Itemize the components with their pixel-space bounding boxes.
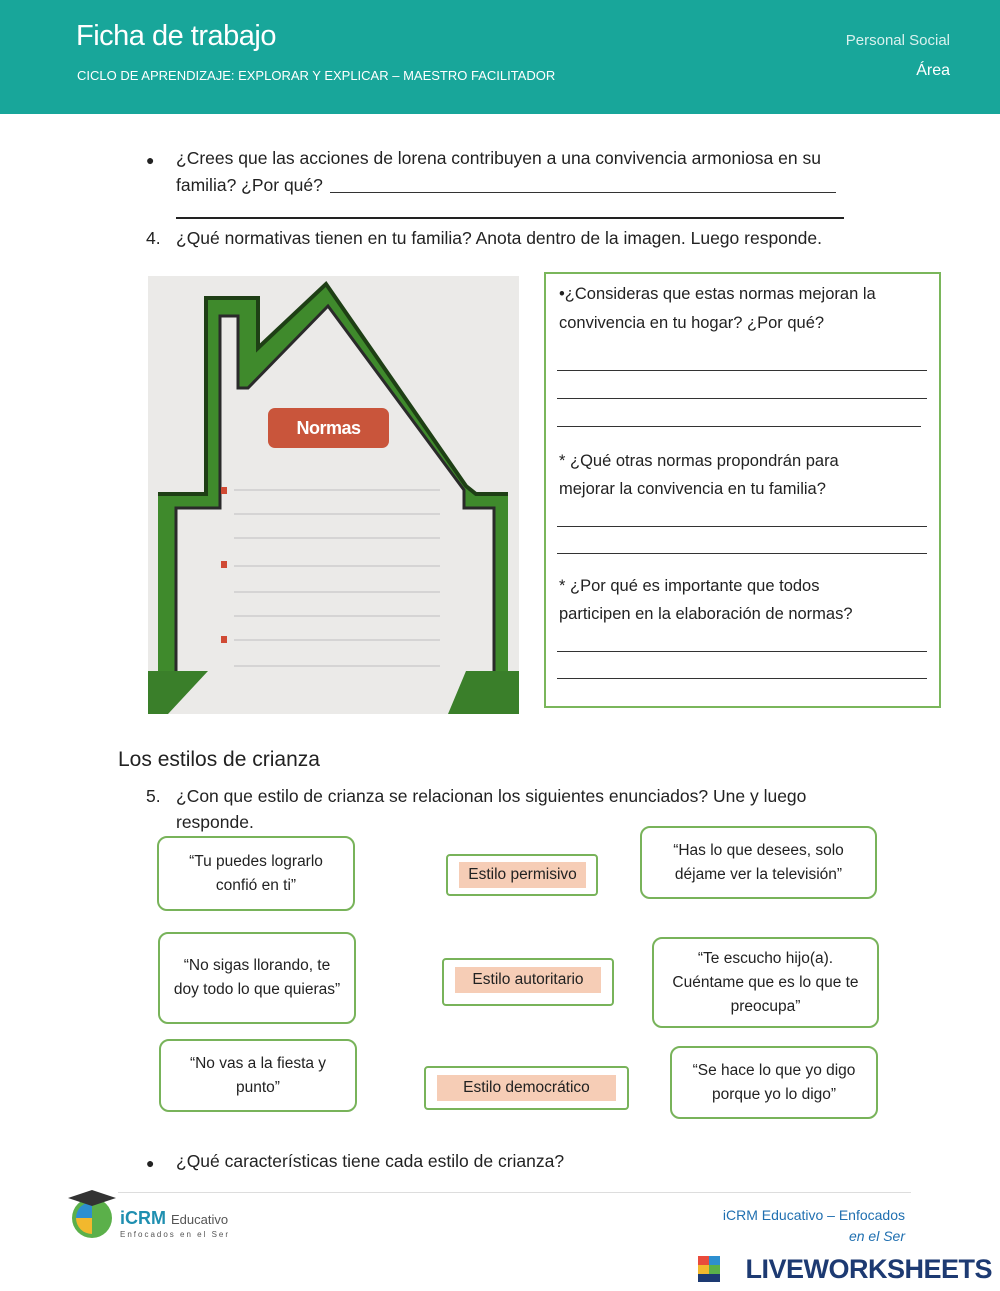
answer-line[interactable] (557, 553, 927, 554)
section-title: Los estilos de crianza (118, 748, 320, 771)
page-subtitle: CICLO DE APRENDIZAJE: EXPLORAR Y EXPLICAR – MAESTRO FACILITADOR (77, 68, 556, 83)
question-4-number: 4. (146, 228, 161, 248)
area-label: Área (916, 62, 950, 79)
question-4-text: ¿Qué normativas tienen en tu familia? Anota dentro de la imagen. Luego responde. (176, 228, 822, 248)
statement-card-right-3[interactable]: “Se hace lo que yo digo porque yo lo digo” (670, 1046, 878, 1119)
page-title: Ficha de trabajo (76, 20, 276, 52)
question-5-line2: responde. (176, 812, 254, 832)
liveworksheets-watermark: LIVEWORKSHEETS (745, 1254, 992, 1284)
house-outline-icon (148, 276, 519, 714)
box-question-1-line2: convivencia en tu hogar? ¿Por qué? (559, 314, 825, 332)
answer-line[interactable] (557, 526, 927, 527)
box-question-2-line2: mejorar la convivencia en tu familia? (559, 480, 826, 498)
box-question-3-line2: participen en la elaboración de normas? (559, 605, 853, 623)
question-final: ¿Qué características tiene cada estilo de crianza? (176, 1151, 565, 1171)
answer-line[interactable] (557, 370, 927, 371)
answer-line[interactable] (557, 398, 927, 399)
logo-brand: iCRM (120, 1208, 166, 1228)
style-label-permisivo: Estilo permisivo (459, 862, 586, 888)
answer-line[interactable] (557, 426, 921, 427)
bullet-icon: ● (146, 152, 155, 168)
statement-card-right-2[interactable]: “Te escucho hijo(a). Cuéntame que es lo que te preocupa” (652, 937, 879, 1028)
question-5-line1: ¿Con que estilo de crianza se relacionan los siguientes enunciados? Une y luego (176, 786, 807, 806)
bullet-icon: ● (146, 1155, 155, 1171)
brand-line-1: iCRM Educativo – Enfocados (722, 1207, 905, 1223)
box-question-3-line1: * ¿Por qué es importante que todos (559, 577, 820, 595)
house-image (148, 276, 519, 714)
statement-card-right-1[interactable]: “Has lo que desees, solo déjame ver la televisión” (640, 826, 877, 899)
answer-line[interactable] (330, 192, 836, 193)
question-lorena-line2: familia? ¿Por qué? (176, 175, 323, 195)
statement-card-left-2[interactable]: “No sigas llorando, te doy todo lo que quieras” (158, 932, 356, 1024)
page-header (0, 0, 1000, 114)
box-question-1-line1: •¿Consideras que estas normas mejoran la (559, 285, 876, 303)
style-label-autoritario: Estilo autoritario (455, 967, 601, 993)
box-question-2-line1: * ¿Qué otras normas propondrán para (559, 452, 839, 470)
liveworksheets-badge-icon (698, 1256, 720, 1282)
answer-line[interactable] (557, 678, 927, 679)
normas-label: Normas (268, 408, 389, 448)
answer-line[interactable] (176, 217, 844, 219)
logo-tagline: Enfocados en el Ser (120, 1230, 231, 1239)
answer-line[interactable] (557, 651, 927, 652)
logo-suffix: Educativo (171, 1212, 229, 1227)
area-value: Personal Social (845, 32, 950, 49)
question-lorena-line1: ¿Crees que las acciones de lorena contribuyen a una convivencia armoniosa en su (176, 148, 821, 168)
statement-card-left-1[interactable]: “Tu puedes lograrlo confió en ti” (157, 836, 355, 911)
brand-line-2: en el Ser (848, 1228, 905, 1244)
footer-divider (118, 1192, 911, 1193)
icrm-logo-icon (64, 1188, 120, 1242)
style-label-democratico: Estilo democrático (437, 1075, 616, 1101)
logo-name (120, 1208, 228, 1229)
statement-card-left-3[interactable]: “No vas a la fiesta y punto” (159, 1039, 357, 1112)
question-5-number: 5. (146, 786, 161, 806)
